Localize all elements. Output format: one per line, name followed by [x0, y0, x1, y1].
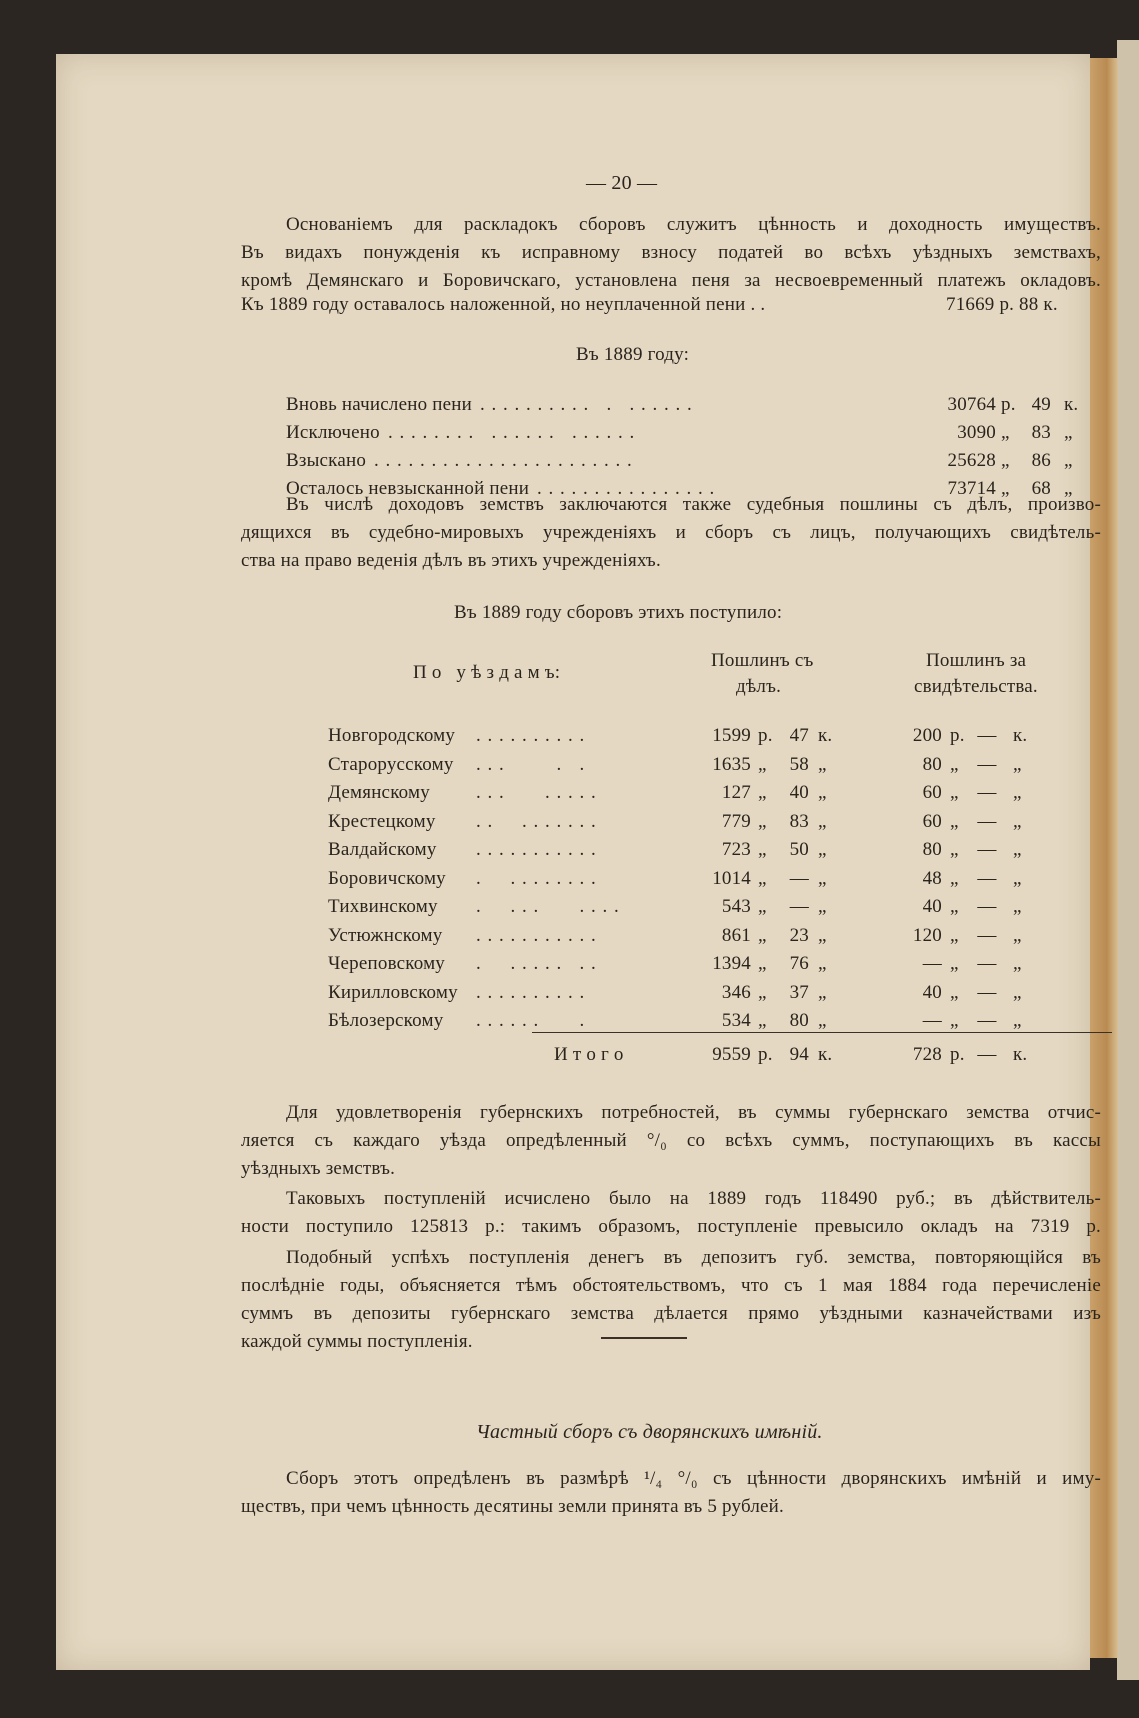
cases-kop: 80: [789, 1010, 809, 1031]
total-rule: [532, 1032, 1112, 1033]
text-line: Для удовлетворенія губернскихъ потребностей, въ суммы губернскаго земства отчис-: [286, 1102, 1101, 1123]
cases-unit-k: „: [818, 953, 827, 974]
cases-unit-k: „: [818, 1010, 827, 1031]
total-cases-unit-k: к.: [818, 1044, 833, 1065]
penalty-unit-r: „: [1001, 450, 1010, 471]
text-line: каждой суммы поступленія.: [241, 1331, 473, 1352]
penalty-rub: 73714: [947, 478, 996, 499]
cases-unit-r: „: [758, 1010, 767, 1031]
district-row: [56, 839, 1090, 867]
district-row: [56, 868, 1090, 896]
cases-rub: 127: [721, 782, 751, 803]
district-name: Боровичскому: [328, 868, 446, 889]
text-line: ляется съ каждаго уѣзда опредѣленный °/₀ со всѣхъ суммъ, поступающихъ въ кассы: [241, 1130, 1101, 1151]
penalty-kop: 68: [1031, 478, 1051, 499]
cases-unit-k: „: [818, 754, 827, 775]
total-cert-unit-k: к.: [1013, 1044, 1028, 1065]
text-line: Сборъ этотъ опредѣленъ въ размѣрѣ ¹/₄ °/₀ съ цѣнности дворянскихъ имѣній и иму-: [286, 1468, 1101, 1489]
district-dots: . . . . . . . . . .: [476, 982, 586, 1003]
section-title: Частный сборъ съ дворянскихъ имѣній.: [476, 1421, 823, 1443]
cert-rub: 80: [922, 754, 942, 775]
penalty-rub: 25628: [947, 450, 996, 471]
remaining-penalty-text: Къ 1889 году оставалось наложенной, но неуплаченной пени . .: [241, 294, 766, 315]
district-row: [56, 925, 1090, 953]
cases-unit-k: „: [818, 839, 827, 860]
text-line: Въ видахъ понужденія къ исправному взносу податей во всѣхъ уѣздныхъ земствахъ,: [241, 242, 1101, 263]
text-line: суммъ въ депозиты губернскаго земства дѣлается прямо уѣздными казначействами изъ: [241, 1303, 1101, 1324]
total-row: [56, 1044, 1090, 1072]
penalty-unit-k: „: [1064, 450, 1073, 471]
cases-kop: 58: [789, 754, 809, 775]
text-line: Подобный успѣхъ поступленія денегъ въ депозитъ губ. земства, повторяющійся въ: [286, 1247, 1101, 1268]
penalty-row: [56, 422, 1090, 450]
cases-kop: 23: [789, 925, 809, 946]
cases-unit-r: „: [758, 925, 767, 946]
total-label: И т о г о: [554, 1044, 624, 1065]
total-cases-rub: 9559: [712, 1044, 751, 1065]
page-number: — 20 —: [586, 172, 658, 194]
district-dots: . . . . . . . . .: [476, 868, 597, 889]
district-dots: . . . . . . . . . .: [476, 725, 586, 746]
text-line: Основаніемъ для раскладокъ сборовъ служитъ цѣнность и доходность имуществъ.: [286, 214, 1101, 235]
page-edge: [1090, 58, 1118, 1658]
text-line: дящихся въ судебно-мировыхъ учрежденіяхъ и сборъ съ лицъ, получающихъ свидѣтель-: [241, 522, 1101, 543]
cert-kop: —: [977, 1010, 997, 1031]
year-heading: Въ 1889 году:: [576, 344, 690, 365]
district-row: [56, 754, 1090, 782]
district-row: [56, 1010, 1090, 1038]
cases-kop: 50: [789, 839, 809, 860]
district-row: [56, 725, 1090, 753]
cert-unit-r: „: [950, 982, 959, 1003]
remaining-penalty-amount: 71669 р. 88 к.: [946, 294, 1058, 315]
district-dots: . . . . .: [476, 754, 586, 775]
cases-unit-k: к.: [818, 725, 833, 746]
cases-unit-k: „: [818, 925, 827, 946]
cases-kop: 37: [789, 982, 809, 1003]
district-name: Валдайскому: [328, 839, 437, 860]
cert-rub: 48: [922, 868, 942, 889]
penalty-rub: 30764: [947, 394, 996, 415]
cases-rub: 346: [721, 982, 751, 1003]
cases-rub: 779: [721, 811, 751, 832]
text-line: ществъ, при чемъ цѣнность десятины земли принята въ 5 рублей.: [241, 1496, 784, 1517]
cases-rub: 1635: [712, 754, 751, 775]
cert-kop: —: [977, 839, 997, 860]
district-dots: . . . . . . . .: [476, 953, 597, 974]
district-name: Старорусскому: [328, 754, 454, 775]
cert-kop: —: [977, 811, 997, 832]
penalty-rub: 3090: [957, 422, 996, 443]
page-content: [56, 54, 1101, 1670]
cases-unit-r: „: [758, 868, 767, 889]
district-name: Новгородскому: [328, 725, 456, 746]
cases-rub: 534: [721, 1010, 751, 1031]
penalty-label: Осталось невзысканной пени: [286, 478, 530, 499]
header-district: П о у ѣ з д а м ъ:: [413, 662, 561, 683]
penalty-dots: . . . . . . . . . . . . . . . . .: [480, 394, 693, 415]
book-page: [56, 54, 1101, 1670]
cert-unit-k: „: [1013, 811, 1022, 832]
district-dots: . . . . . . . . . . .: [476, 839, 597, 860]
penalty-unit-r: р.: [1001, 394, 1016, 415]
cases-unit-r: „: [758, 782, 767, 803]
cert-unit-k: „: [1013, 953, 1022, 974]
district-name: Кирилловскому: [328, 982, 458, 1003]
penalty-unit-k: „: [1064, 422, 1073, 443]
cert-unit-r: р.: [950, 725, 965, 746]
cert-unit-r: „: [950, 953, 959, 974]
cert-unit-r: „: [950, 839, 959, 860]
cert-rub: 40: [922, 982, 942, 1003]
cert-rub: 40: [922, 896, 942, 917]
total-cert-rub: 728: [912, 1044, 942, 1065]
district-row: [56, 953, 1090, 981]
header-cases-line1: Пошлинъ съ: [711, 650, 814, 671]
district-dots: . . . . . . . .: [476, 896, 620, 917]
next-page-edge: [1117, 40, 1139, 1680]
cert-kop: —: [977, 925, 997, 946]
cert-unit-r: „: [950, 925, 959, 946]
cert-unit-k: „: [1013, 782, 1022, 803]
cases-rub: 723: [721, 839, 751, 860]
cases-unit-k: „: [818, 896, 827, 917]
penalty-kop: 49: [1031, 394, 1051, 415]
district-name: Демянскому: [328, 782, 430, 803]
cert-kop: —: [977, 982, 997, 1003]
cert-unit-r: „: [950, 754, 959, 775]
cases-rub: 1599: [712, 725, 751, 746]
district-name: Бѣлозерскому: [328, 1010, 444, 1031]
section-divider: [601, 1337, 687, 1339]
text-line: уѣздныхъ земствъ.: [241, 1158, 396, 1179]
district-row: [56, 982, 1090, 1010]
cert-unit-k: „: [1013, 754, 1022, 775]
cases-unit-r: „: [758, 754, 767, 775]
text-line: кромѣ Демянскаго и Боровичскаго, установлена пеня за несвоевременный платежъ окладовъ.: [241, 270, 1101, 291]
district-row: [56, 811, 1090, 839]
cases-unit-r: „: [758, 896, 767, 917]
header-cert-line1: Пошлинъ за: [926, 650, 1027, 671]
cases-rub: 543: [721, 896, 751, 917]
cert-rub: 200: [912, 725, 942, 746]
cert-kop: —: [977, 868, 997, 889]
district-name: Череповскому: [328, 953, 446, 974]
text-line: ности поступило 125813 р.: такимъ образомъ, поступленіе превысило окладъ на 7319 р.: [241, 1216, 1101, 1237]
district-dots: . . . . . . .: [476, 1010, 586, 1031]
cases-kop: 47: [789, 725, 809, 746]
cert-unit-k: „: [1013, 868, 1022, 889]
district-dots: . . . . . . . .: [476, 782, 597, 803]
total-cases-unit-r: р.: [758, 1044, 773, 1065]
penalty-label: Взыскано: [286, 450, 367, 471]
district-row: [56, 896, 1090, 924]
text-line: послѣдніе годы, объясняется тѣмъ обстоятельствомъ, что съ 1 мая 1884 года перечисленіе: [241, 1275, 1101, 1296]
penalty-label: Вновь начислено пени: [286, 394, 472, 415]
cases-unit-r: „: [758, 953, 767, 974]
cases-kop: 40: [789, 782, 809, 803]
cases-rub: 1014: [712, 868, 751, 889]
cert-unit-r: „: [950, 896, 959, 917]
total-cert-unit-r: р.: [950, 1044, 965, 1065]
cert-unit-r: „: [950, 782, 959, 803]
district-dots: . . . . . . . . . . .: [476, 925, 597, 946]
penalty-dots: . . . . . . . . . . . . . . . . . . . . . . .: [374, 450, 633, 471]
district-name: Устюжнскому: [328, 925, 443, 946]
cert-kop: —: [977, 782, 997, 803]
cases-unit-r: р.: [758, 725, 773, 746]
cert-rub: —: [922, 953, 942, 974]
penalty-unit-r: „: [1001, 422, 1010, 443]
cert-kop: —: [977, 754, 997, 775]
text-line: ства на право веденія дѣлъ въ этихъ учрежденіяхъ.: [241, 550, 661, 571]
penalty-unit-k: „: [1064, 478, 1073, 499]
cases-kop: —: [789, 896, 809, 917]
text-line: Въ числѣ доходовъ земствъ заключаются также судебныя пошлины съ дѣлъ, произво-: [286, 494, 1101, 515]
penalty-dots: . . . . . . . . . . . . . . . . . . . .: [388, 422, 636, 443]
cases-unit-k: „: [818, 982, 827, 1003]
cert-unit-k: к.: [1013, 725, 1028, 746]
cert-unit-r: „: [950, 868, 959, 889]
district-name: Крестецкому: [328, 811, 436, 832]
cert-kop: —: [977, 896, 997, 917]
cert-unit-k: „: [1013, 982, 1022, 1003]
header-cases-line2: дѣлъ.: [736, 676, 782, 697]
penalty-unit-k: к.: [1064, 394, 1079, 415]
district-dots: . . . . . . . . .: [476, 811, 597, 832]
penalty-unit-r: „: [1001, 478, 1010, 499]
district-row: [56, 782, 1090, 810]
total-cases-kop: 94: [789, 1044, 809, 1065]
cert-rub: 120: [912, 925, 942, 946]
cert-unit-k: „: [1013, 896, 1022, 917]
cert-kop: —: [977, 725, 997, 746]
table-title: Въ 1889 году сборовъ этихъ поступило:: [454, 602, 783, 623]
cases-unit-k: „: [818, 811, 827, 832]
penalty-kop: 83: [1031, 422, 1051, 443]
penalty-label: Исключено: [286, 422, 380, 443]
cert-rub: 60: [922, 782, 942, 803]
total-cert-kop: —: [977, 1044, 997, 1065]
cases-kop: 76: [789, 953, 809, 974]
cases-rub: 861: [721, 925, 751, 946]
cert-kop: —: [977, 953, 997, 974]
cert-rub: —: [922, 1010, 942, 1031]
penalty-dots: . . . . . . . . . . . . . . . .: [537, 478, 716, 499]
cert-unit-r: „: [950, 811, 959, 832]
cases-unit-r: „: [758, 839, 767, 860]
penalty-kop: 86: [1031, 450, 1051, 471]
cert-rub: 80: [922, 839, 942, 860]
cases-rub: 1394: [712, 953, 751, 974]
cert-unit-r: „: [950, 1010, 959, 1031]
cases-kop: —: [789, 868, 809, 889]
district-name: Тихвинскому: [328, 896, 438, 917]
text-line: Таковыхъ поступленій исчислено было на 1889 годъ 118490 руб.; въ дѣйствитель-: [286, 1188, 1101, 1209]
penalty-row: [56, 394, 1090, 422]
cases-unit-k: „: [818, 868, 827, 889]
cases-kop: 83: [789, 811, 809, 832]
cert-unit-k: „: [1013, 1010, 1022, 1031]
cases-unit-r: „: [758, 982, 767, 1003]
cert-unit-k: „: [1013, 925, 1022, 946]
penalty-row: [56, 450, 1090, 478]
cert-rub: 60: [922, 811, 942, 832]
cases-unit-r: „: [758, 811, 767, 832]
cert-unit-k: „: [1013, 839, 1022, 860]
header-cert-line2: свидѣтельства.: [914, 676, 1038, 697]
cases-unit-k: „: [818, 782, 827, 803]
